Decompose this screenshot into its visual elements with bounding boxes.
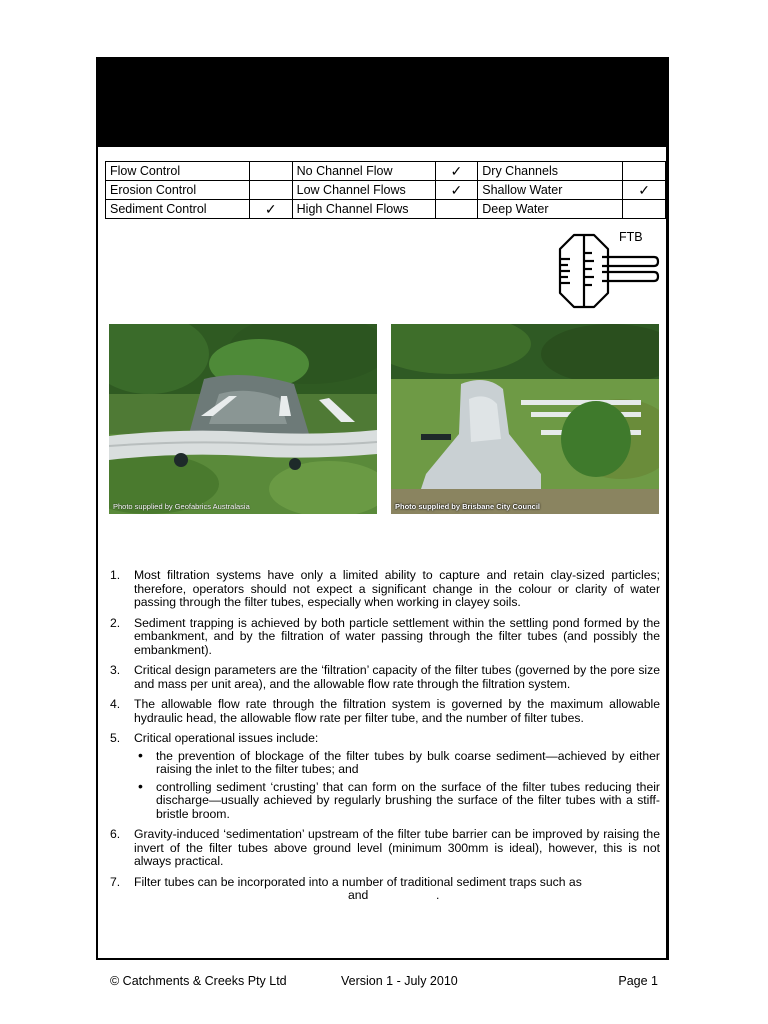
classification-table	[105, 161, 666, 219]
photo-left	[109, 324, 377, 514]
note-text: Critical operational issues include:	[134, 731, 319, 745]
note-number: 3.	[110, 663, 121, 677]
note-bullet-item	[134, 777, 660, 822]
notes-list	[110, 569, 660, 910]
classification-check: ✓	[435, 181, 478, 200]
note-item	[110, 664, 660, 691]
note-text: The allowable flow rate through the filtration system is governed by the maximum allowable hydraulic head, the allowable flow rate per filter tube, and the number of filter tubes.	[134, 697, 660, 725]
classification-check	[623, 162, 666, 181]
note-bullet-item	[134, 746, 660, 777]
note-item	[110, 569, 660, 610]
note-continuation: and .	[348, 888, 440, 902]
classification-check	[623, 200, 666, 219]
classification-label: Erosion Control	[106, 181, 250, 200]
footer-version: Version 1 - July 2010	[341, 974, 458, 988]
classification-check	[249, 181, 292, 200]
filter-tube-pond-photo	[109, 324, 377, 514]
note-item	[110, 698, 660, 725]
note-text: Critical design parameters are the ‘filtration’ capacity of the filter tubes (governed by the pore size and mass per unit area), and the allowable flow rate through the filtration system.	[134, 663, 660, 691]
classification-label: Sediment Control	[106, 200, 250, 219]
note-text: Most filtration systems have only a limited ability to capture and retain clay-sized particles; therefore, operators should not expect a significant change in the colour or clarity of water passing through the filter tubes, especially when working in clayey soils.	[134, 568, 660, 609]
classification-row	[106, 200, 666, 219]
note-number: 2.	[110, 615, 121, 630]
note-text: Gravity-induced ‘sedimentation’ upstream of the filter tube barrier can be improved by raising the invert of the filter tubes above ground level (minimum 300mm is ideal), however, this is not always practical.	[134, 827, 660, 868]
classification-label: Flow Control	[106, 162, 250, 181]
classification-check	[249, 162, 292, 181]
footer-page-number: Page 1	[618, 974, 658, 988]
bullet-dot-icon: •	[138, 777, 143, 794]
note-text: Filter tubes can be incorporated into a number of traditional sediment traps such as	[134, 874, 582, 889]
classification-label: No Channel Flow	[292, 162, 435, 181]
classification-row	[106, 181, 666, 200]
photo-right	[391, 324, 659, 514]
note-number: 4.	[110, 697, 121, 711]
footer-copyright: © Catchments & Creeks Pty Ltd	[110, 974, 287, 988]
ftb-label: FTB	[619, 230, 643, 244]
bullet-dot-icon: •	[138, 746, 143, 763]
classification-label: High Channel Flows	[292, 200, 435, 219]
note-number: 5.	[110, 731, 121, 745]
note-number: 7.	[110, 874, 121, 889]
note-item	[110, 732, 660, 821]
classification-check: ✓	[249, 200, 292, 219]
classification-check: ✓	[435, 162, 478, 181]
note-text: Sediment trapping is achieved by both particle settlement within the settling pond formed by the embankment, and by the filtration of water passing through the filter tubes (and possibly the embankment).	[134, 615, 660, 657]
note-bullet-text: the prevention of blockage of the filter tubes by bulk coarse sediment—achieved by either raising the inlet to the filter tubes; and	[156, 748, 660, 776]
note-number: 1.	[110, 568, 121, 582]
filter-tube-barrier-symbol-icon	[558, 231, 662, 311]
classification-label: Low Channel Flows	[292, 181, 435, 200]
classification-row	[106, 162, 666, 181]
ftb-symbol	[558, 231, 662, 311]
photo-left-credit: Photo supplied by Geofabrics Australasia	[113, 502, 250, 511]
note-number: 6.	[110, 827, 121, 841]
classification-check: ✓	[623, 181, 666, 200]
classification-label: Shallow Water	[478, 181, 623, 200]
photo-right-credit: Photo supplied by Brisbane City Council	[395, 502, 541, 511]
classification-label: Deep Water	[478, 200, 623, 219]
title-banner	[98, 59, 666, 147]
note-item	[110, 876, 660, 903]
filter-tube-channel-photo	[391, 324, 659, 514]
classification-label: Dry Channels	[478, 162, 623, 181]
note-bullet-text: controlling sediment ‘crusting’ that can form on the surface of the filter tubes reducing their discharge—usually achieved by regularly brushing the surface of the filter tubes with a stiff-bristle broom.	[156, 779, 660, 821]
note-item	[110, 828, 660, 869]
note-item	[110, 617, 660, 658]
page-frame	[96, 57, 669, 960]
note-bullets	[134, 746, 660, 822]
classification-check	[435, 200, 478, 219]
